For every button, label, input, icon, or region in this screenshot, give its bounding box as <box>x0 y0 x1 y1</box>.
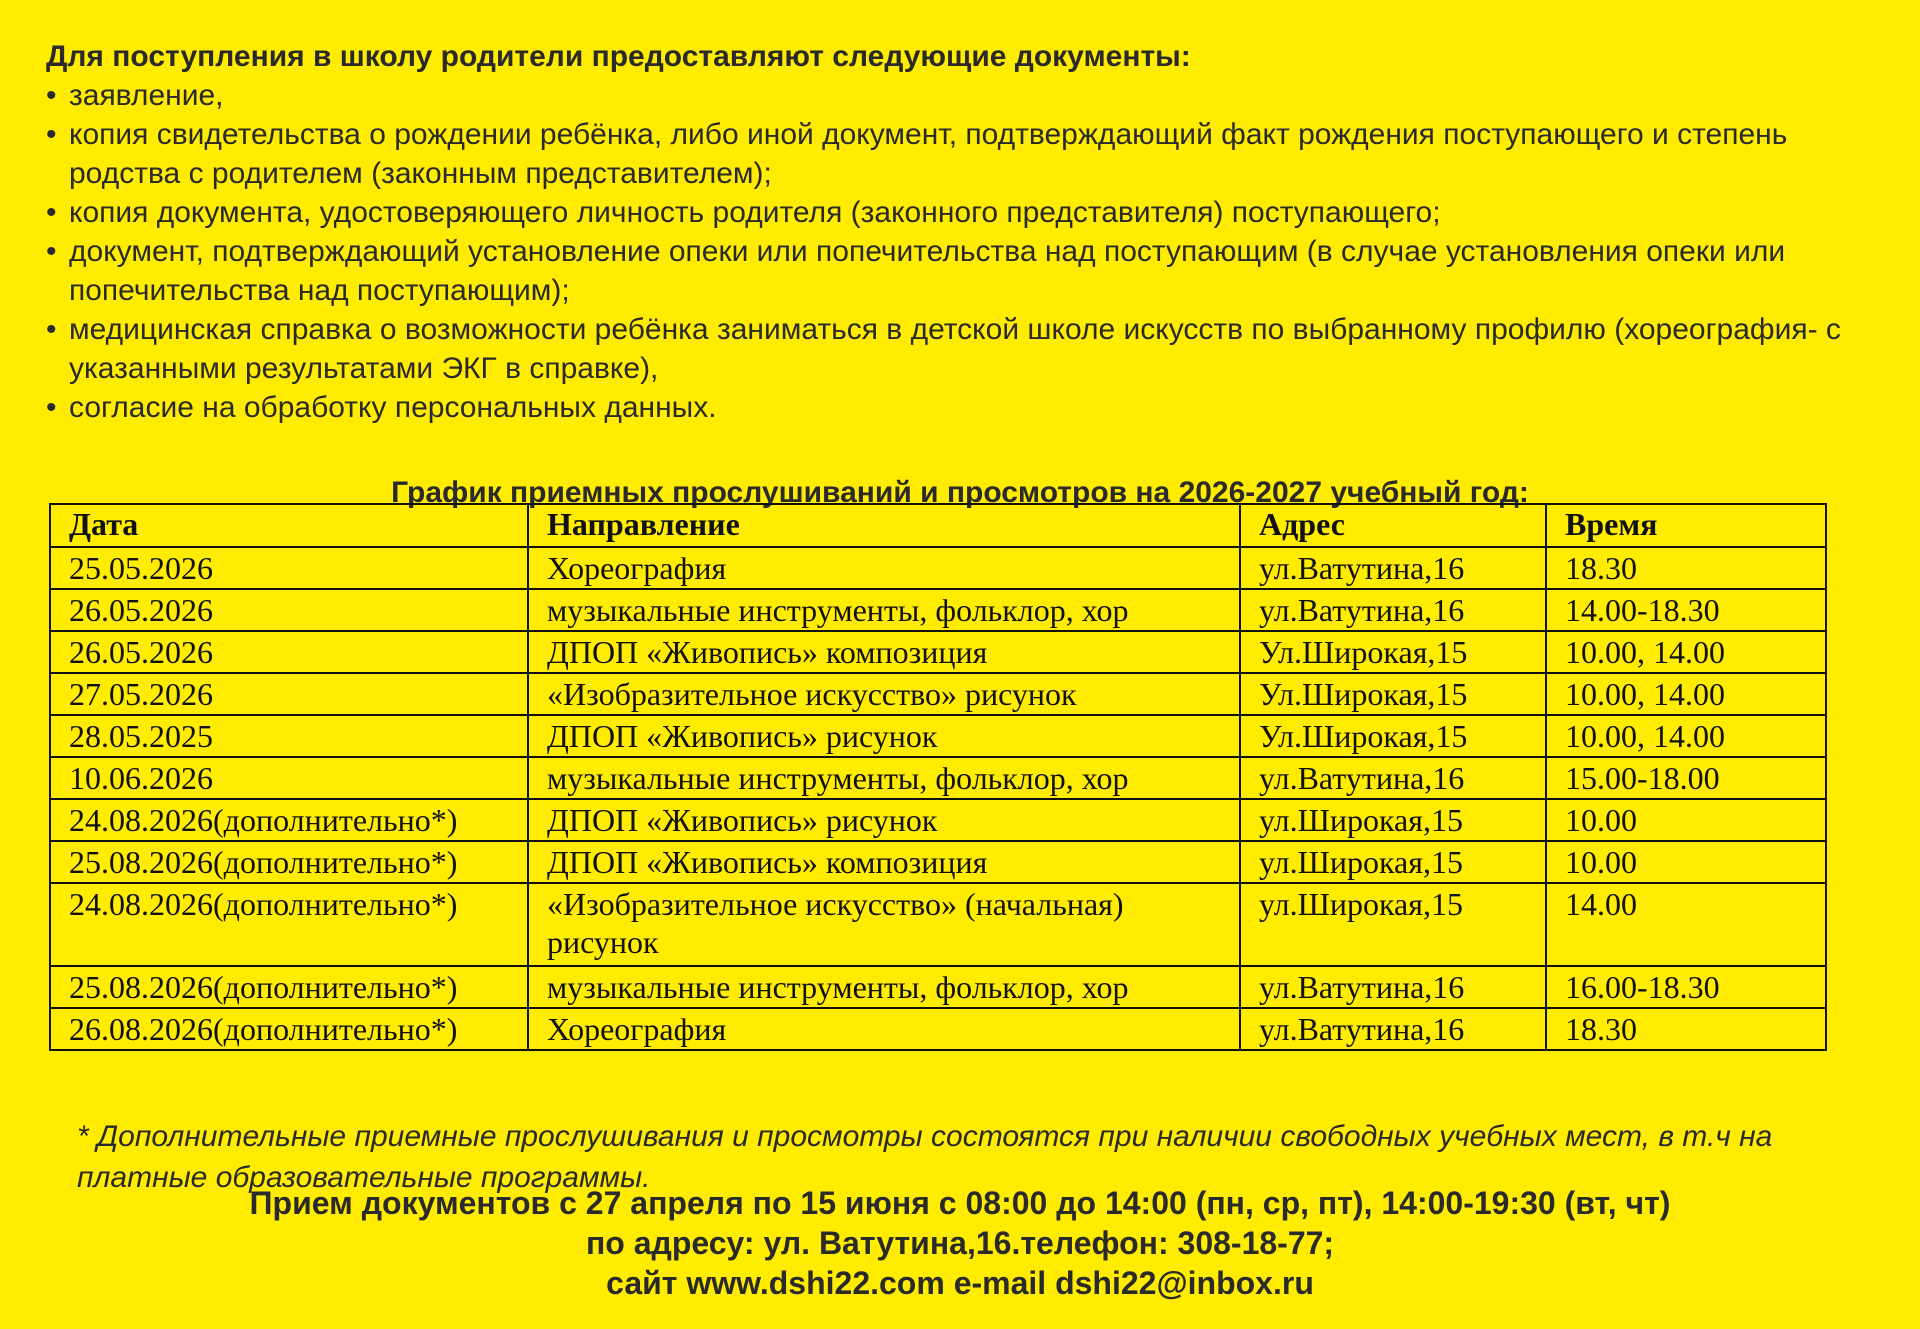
cell-address: ул.Широкая,15 <box>1240 799 1546 841</box>
table-row <box>50 547 1826 589</box>
document-item-parent-id <box>46 193 1906 232</box>
table-header-row <box>50 504 1826 547</box>
documents-list <box>46 76 1906 427</box>
cell-date: 25.08.2026(дополнительно*) <box>50 966 528 1008</box>
cell-date: 10.06.2026 <box>50 757 528 799</box>
cell-time: 16.00-18.30 <box>1546 966 1826 1008</box>
cell-direction: музыкальные инструменты, фольклор, хор <box>528 589 1240 631</box>
cell-time: 18.30 <box>1546 1008 1826 1050</box>
documents-section <box>46 38 1906 427</box>
cell-direction: музыкальные инструменты, фольклор, хор <box>528 757 1240 799</box>
cell-direction: музыкальные инструменты, фольклор, хор <box>528 966 1240 1008</box>
cell-address: ул.Ватутина,16 <box>1240 757 1546 799</box>
cell-time: 14.00-18.30 <box>1546 589 1826 631</box>
table-row <box>50 1008 1826 1050</box>
cell-address: ул.Ватутина,16 <box>1240 1008 1546 1050</box>
cell-date: 26.05.2026 <box>50 589 528 631</box>
cell-direction: ДПОП «Живопись» рисунок <box>528 715 1240 757</box>
cell-time: 10.00, 14.00 <box>1546 631 1826 673</box>
column-header-time: Время <box>1546 504 1826 547</box>
website-email: сайт www.dshi22.com e-mail dshi22@inbox.ru <box>606 1265 1314 1301</box>
cell-date: 27.05.2026 <box>50 673 528 715</box>
cell-address: Ул.Широкая,15 <box>1240 631 1546 673</box>
cell-date: 28.05.2025 <box>50 715 528 757</box>
bullet-icon: • <box>46 118 57 151</box>
table-row <box>50 757 1826 799</box>
document-item-text: документ, подтверждающий установление опеки или попечительства над поступающим (в случае установления опеки или попечительства над поступающим); <box>69 235 1786 307</box>
cell-time: 10.00 <box>1546 799 1826 841</box>
column-header-address: Адрес <box>1240 504 1546 547</box>
cell-address: ул.Ватутина,16 <box>1240 589 1546 631</box>
bullet-icon: • <box>46 313 57 346</box>
document-item-consent <box>46 388 1906 427</box>
bullet-icon: • <box>46 79 57 112</box>
cell-time: 10.00, 14.00 <box>1546 673 1826 715</box>
document-item-medical <box>46 310 1906 388</box>
cell-address: Ул.Широкая,15 <box>1240 673 1546 715</box>
cell-address: ул.Широкая,15 <box>1240 883 1546 966</box>
address-phone: по адресу: ул. Ватутина,16.телефон: 308-18-77; <box>585 1225 1335 1261</box>
table-row <box>50 631 1826 673</box>
cell-date: 25.05.2026 <box>50 547 528 589</box>
document-item-text: копия документа, удостоверяющего личность родителя (законного представителя) поступающего; <box>69 196 1441 229</box>
reception-hours: Прием документов с 27 апреля по 15 июня с 08:00 до 14:00 (пн, ср, пт), 14:00-19:30 (вт, чт) <box>249 1185 1671 1221</box>
table-row <box>50 966 1826 1008</box>
footnote: * Дополнительные приемные прослушивания и просмотры состоятся при наличии свободных учебных мест, в т.ч на платные образовательные программы. <box>77 1120 1773 1194</box>
cell-date: 24.08.2026(дополнительно*) <box>50 883 528 966</box>
cell-direction: ДПОП «Живопись» композиция <box>528 631 1240 673</box>
table-row <box>50 841 1826 883</box>
schedule-table <box>49 503 1827 1051</box>
table-row <box>50 799 1826 841</box>
document-item-guardianship <box>46 232 1906 310</box>
document-item-text: копия свидетельства о рождении ребёнка, либо иной документ, подтверждающий факт рождения поступающего и степень родства с родителем (законным представителем); <box>69 118 1788 190</box>
cell-direction: ДПОП «Живопись» композиция <box>528 841 1240 883</box>
column-header-direction: Направление <box>528 504 1240 547</box>
cell-time: 14.00 <box>1546 883 1826 966</box>
cell-date: 26.08.2026(дополнительно*) <box>50 1008 528 1050</box>
schedule-title: График приемных прослушиваний и просмотров на 2026-2027 учебный год: <box>391 475 1529 509</box>
table-row <box>50 673 1826 715</box>
cell-date: 26.05.2026 <box>50 631 528 673</box>
bullet-icon: • <box>46 391 57 424</box>
table-row <box>50 715 1826 757</box>
cell-time: 15.00-18.00 <box>1546 757 1826 799</box>
cell-date: 25.08.2026(дополнительно*) <box>50 841 528 883</box>
column-header-date: Дата <box>50 504 528 547</box>
cell-address: ул.Ватутина,16 <box>1240 547 1546 589</box>
cell-direction: Хореография <box>528 1008 1240 1050</box>
document-item-text: согласие на обработку персональных данных. <box>69 391 717 424</box>
cell-address: ул.Ватутина,16 <box>1240 966 1546 1008</box>
table-row <box>50 883 1826 966</box>
cell-time: 10.00, 14.00 <box>1546 715 1826 757</box>
contacts-block <box>0 1183 1920 1303</box>
cell-direction: «Изобразительное искусство» (начальная) рисунок <box>528 883 1240 966</box>
document-item-birth-certificate <box>46 115 1906 193</box>
cell-direction: «Изобразительное искусство» рисунок <box>528 673 1240 715</box>
cell-direction: Хореография <box>528 547 1240 589</box>
cell-address: Ул.Широкая,15 <box>1240 715 1546 757</box>
document-item-text: заявление, <box>69 79 224 112</box>
cell-direction: ДПОП «Живопись» рисунок <box>528 799 1240 841</box>
cell-address: ул.Широкая,15 <box>1240 841 1546 883</box>
bullet-icon: • <box>46 196 57 229</box>
table-row <box>50 589 1826 631</box>
bullet-icon: • <box>46 235 57 268</box>
cell-time: 18.30 <box>1546 547 1826 589</box>
document-item-text: медицинская справка о возможности ребёнка заниматься в детской школе искусств по выбранному профилю (хореография- с указанными результатами ЭКГ в справке), <box>69 313 1841 385</box>
documents-title: Для поступления в школу родители предоставляют следующие документы: <box>46 40 1191 73</box>
document-item-application <box>46 76 1906 115</box>
cell-date: 24.08.2026(дополнительно*) <box>50 799 528 841</box>
cell-time: 10.00 <box>1546 841 1826 883</box>
